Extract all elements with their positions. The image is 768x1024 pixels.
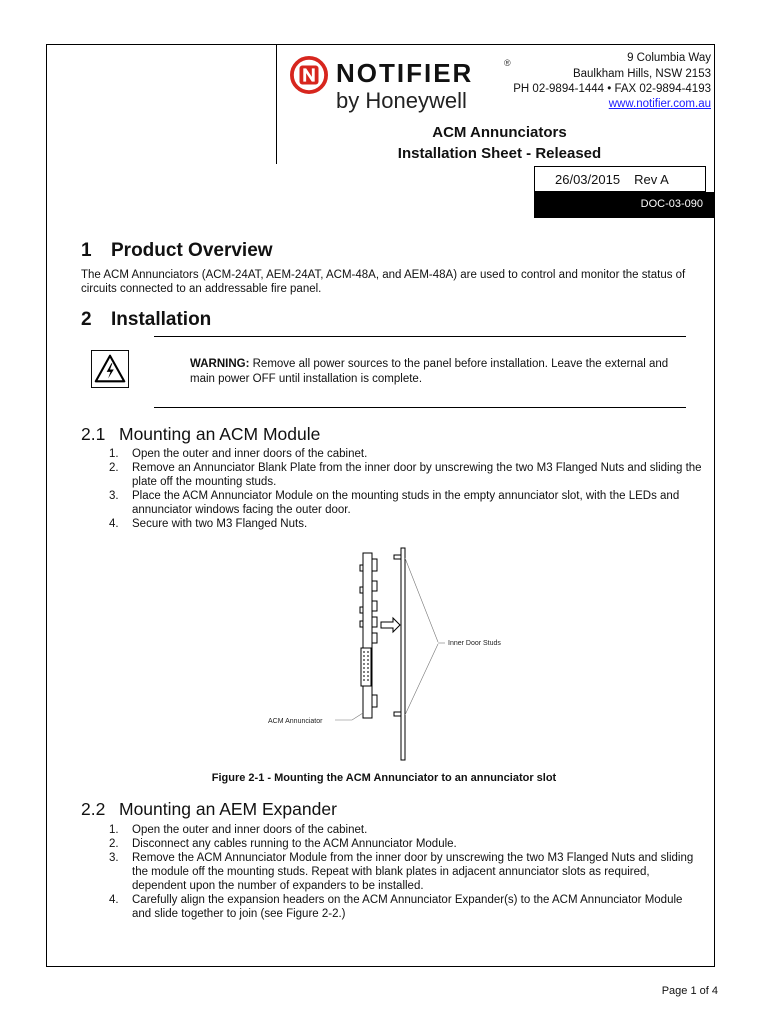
list-item: 3. Place the ACM Annunciator Module on the mounting studs in the empty annunciator slot, with the LEDs and annunciator windows facing the outer door. — [109, 490, 680, 516]
notifier-logo-icon — [290, 56, 328, 94]
page-number: Page 1 of 4 — [661, 985, 718, 997]
warning-message: WARNING: Remove all power sources to the panel before installation. Leave the external and main power OFF until installation is complete. — [190, 358, 669, 385]
document-date: 26/03/2015 — [555, 171, 621, 187]
section-1-heading: 1 Product Overview — [81, 240, 273, 261]
doc-number-bar: DOC-03-090 — [534, 192, 715, 218]
list-item: 1. Open the outer and inner doors of the cabinet. — [109, 824, 368, 836]
list-item: 4. Secure with two M3 Flanged Nuts. — [109, 518, 308, 530]
section-2-heading: 2 Installation — [81, 309, 212, 330]
address-website — [609, 98, 711, 110]
section-2-1-steps — [81, 447, 702, 531]
section-2-1-heading: 2.1 Mounting an ACM Module — [81, 424, 321, 444]
document-subtitle: Installation Sheet - Released — [397, 145, 602, 162]
warning-bottom-rule — [154, 407, 686, 408]
document-revision: Rev A — [634, 171, 669, 187]
list-item: 1. Open the outer and inner doors of the cabinet. — [109, 448, 368, 460]
document-title: ACM Annunciators — [432, 124, 567, 141]
registered-mark: ® — [504, 58, 511, 68]
electrical-warning-icon — [91, 350, 129, 388]
section-1-body: The ACM Annunciators (ACM-24AT, AEM-24AT, ACM-48A, and AEM-48A) are used to control and monitor the status of circuits connected to an addressable fire panel. — [81, 269, 686, 295]
list-item: 2. Remove an Annunciator Blank Plate from the inner door by unscrewing the two M3 Flanged Nuts and sliding the plate off the mounting studs. — [109, 462, 702, 488]
warning-top-rule — [154, 336, 686, 337]
inner-door-studs-label: Inner Door Studs — [448, 640, 501, 647]
address-line-2: Baulkham Hills, NSW 2153 — [572, 68, 711, 80]
brand-byline: by Honeywell — [336, 88, 467, 113]
list-item: 2. Disconnect any cables running to the ACM Annunciator Module. — [109, 838, 457, 850]
brand-name: NOTIFIER — [336, 58, 474, 88]
website-link[interactable]: www.notifier.com.au — [608, 98, 711, 110]
acm-annunciator-label: ACM Annunciator — [268, 718, 323, 725]
list-item: 3. Remove the ACM Annunciator Module from the inner door by unscrewing the two M3 Flanged Nuts and sliding the module off the mounting studs. Repeat with blank plates in adjacent annunciator slots as required, dependent upon the number of expanders to be installed. — [109, 852, 694, 892]
address-phone-fax: PH 02-9894-1444 • FAX 02-9894-4193 — [513, 83, 711, 95]
list-item: 4. Carefully align the expansion headers on the ACM Annunciator Expander(s) to the ACM Annunciator Module and slide together to join (see Figure 2-2.) — [109, 894, 683, 920]
figure-caption: Figure 2-1 - Mounting the ACM Annunciator to an annunciator slot — [211, 772, 557, 784]
mounting-arrow — [381, 618, 400, 632]
mounting-figure — [260, 545, 520, 765]
section-2-2-steps — [81, 823, 702, 921]
date-revision-box — [534, 166, 706, 192]
inner-door-drawing — [394, 548, 405, 760]
address-line-1: 9 Columbia Way — [627, 52, 711, 64]
section-2-2-heading: 2.2 Mounting an AEM Expander — [81, 799, 337, 819]
acm-module-drawing — [360, 553, 377, 718]
